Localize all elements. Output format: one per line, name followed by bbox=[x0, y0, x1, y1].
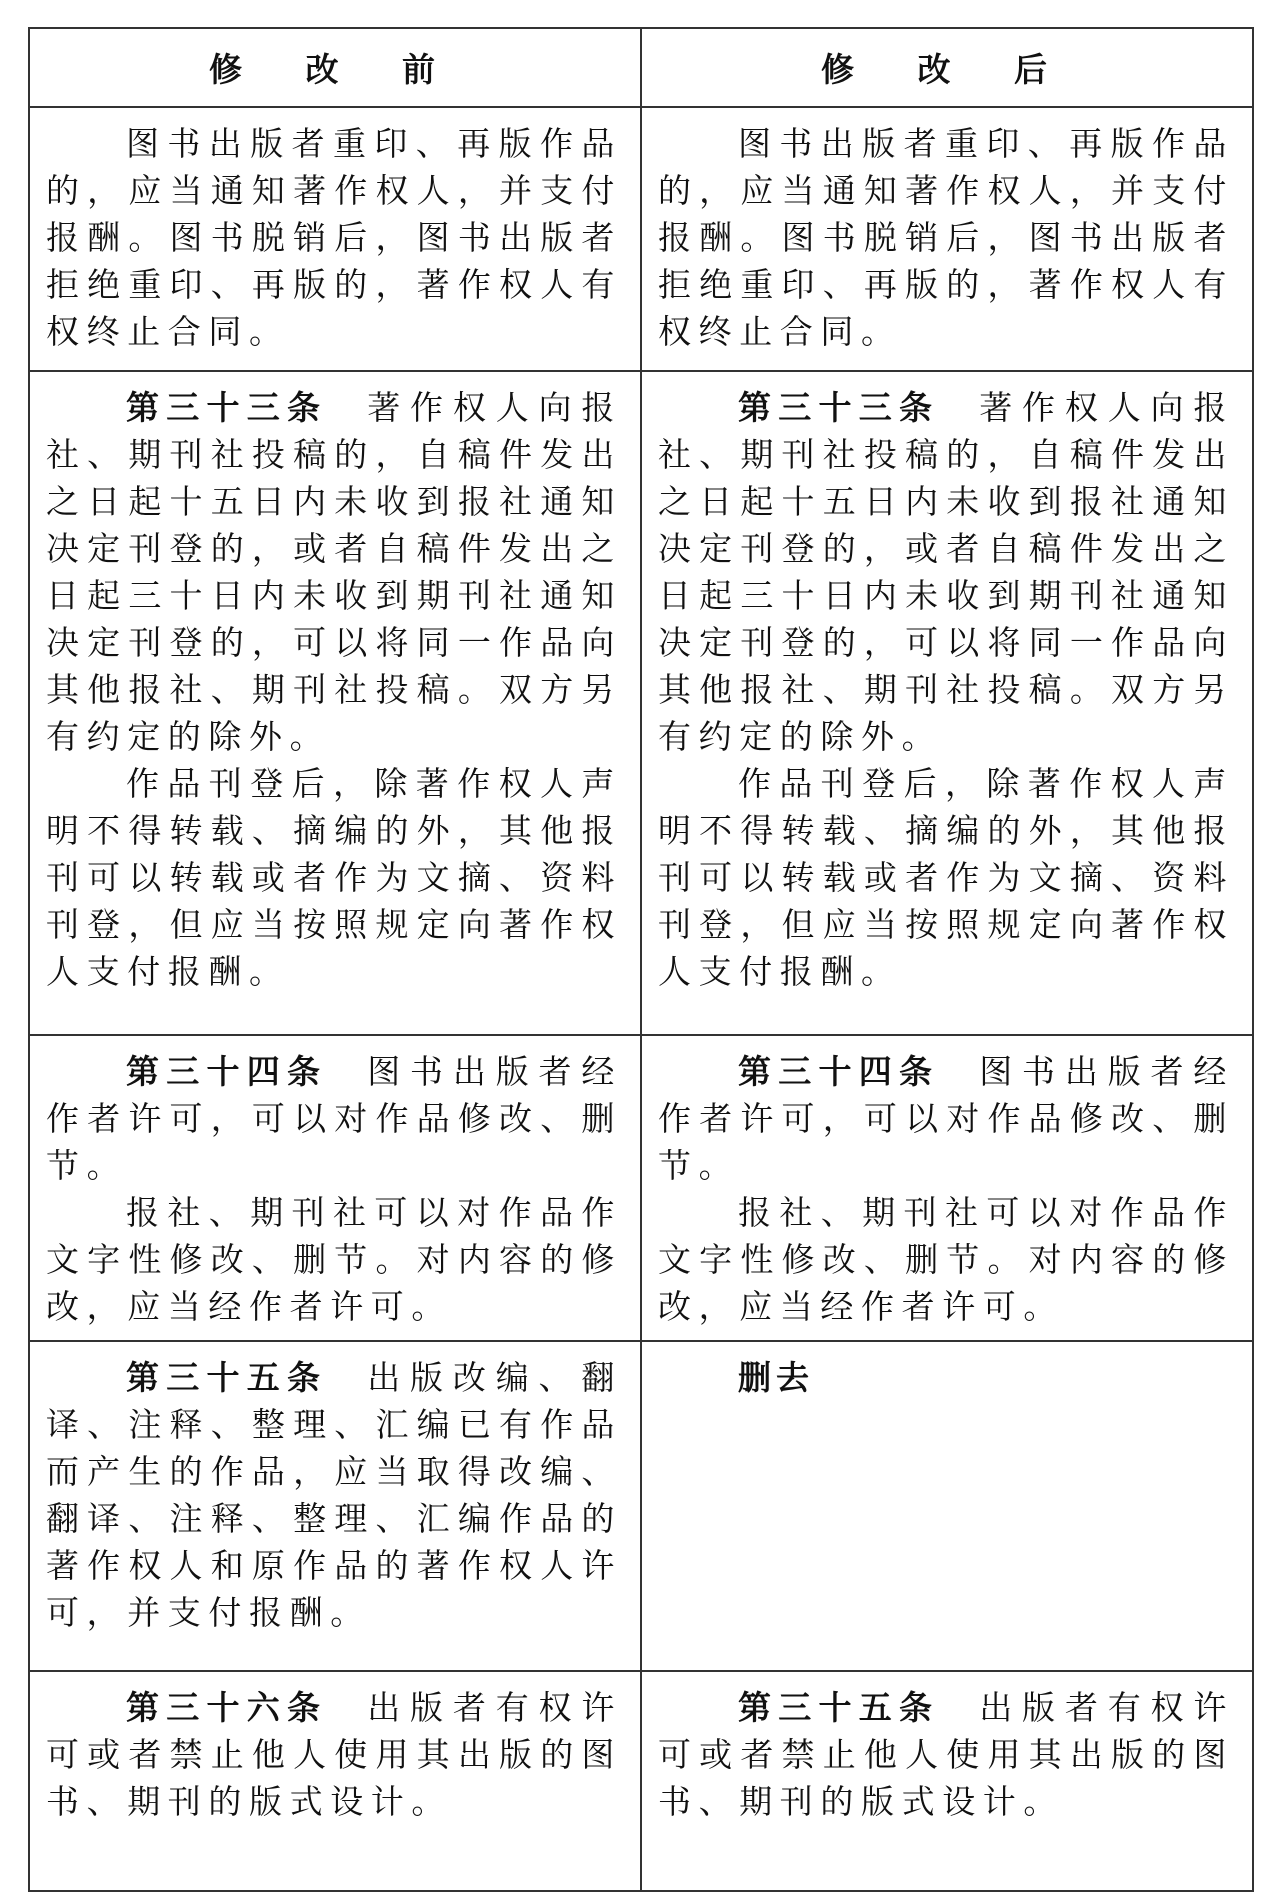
paragraph-text: 图书出版者经作者许可，可以对作品修改、删节。 bbox=[46, 1052, 622, 1185]
amendment-comparison-table bbox=[28, 27, 1254, 1892]
article-number: 第三十五条 bbox=[738, 1688, 940, 1727]
before-cell bbox=[29, 1341, 641, 1671]
after-cell bbox=[641, 1035, 1253, 1341]
paragraph bbox=[658, 1048, 1234, 1189]
deleted-marker: 删去 bbox=[738, 1358, 814, 1397]
after-cell bbox=[641, 1341, 1253, 1671]
paragraph bbox=[46, 760, 622, 995]
table-row bbox=[29, 1671, 1253, 1891]
table-row bbox=[29, 1341, 1253, 1671]
header-before: 修 改 前 bbox=[29, 28, 641, 107]
article-number: 第三十四条 bbox=[126, 1052, 328, 1091]
paragraph-text: 出版改编、翻译、注释、整理、汇编已有作品而产生的作品，应当取得改编、翻译、注释、整理、汇编作品的著作权人和原作品的著作权人许可，并支付报酬。 bbox=[46, 1358, 622, 1632]
paragraph bbox=[658, 760, 1234, 995]
paragraph-text: 报社、期刊社可以对作品作文字性修改、删节。对内容的修改，应当经作者许可。 bbox=[46, 1193, 622, 1326]
before-cell bbox=[29, 371, 641, 1035]
after-cell bbox=[641, 1671, 1253, 1891]
table-row bbox=[29, 107, 1253, 371]
article-number: 第三十四条 bbox=[738, 1052, 940, 1091]
article-number: 第三十三条 bbox=[738, 388, 940, 427]
paragraph-text: 图书出版者重印、再版作品的，应当通知著作权人，并支付报酬。图书脱销后，图书出版者拒绝重印、再版的，著作权人有权终止合同。 bbox=[658, 124, 1234, 351]
header-after: 修 改 后 bbox=[641, 28, 1253, 107]
before-cell bbox=[29, 1671, 641, 1891]
paragraph-text: 报社、期刊社可以对作品作文字性修改、删节。对内容的修改，应当经作者许可。 bbox=[658, 1193, 1234, 1326]
table-row bbox=[29, 1035, 1253, 1341]
paragraph bbox=[658, 1684, 1234, 1825]
paragraph-text: 作品刊登后，除著作权人声明不得转载、摘编的外，其他报刊可以转载或者作为文摘、资料刊登，但应当按照规定向著作权人支付报酬。 bbox=[658, 764, 1234, 991]
table-row bbox=[29, 371, 1253, 1035]
paragraph-text: 图书出版者重印、再版作品的，应当通知著作权人，并支付报酬。图书脱销后，图书出版者拒绝重印、再版的，著作权人有权终止合同。 bbox=[46, 124, 622, 351]
paragraph bbox=[46, 1684, 622, 1825]
article-number: 第三十六条 bbox=[126, 1688, 328, 1727]
before-cell bbox=[29, 107, 641, 371]
paragraph-text: 著作权人向报社、期刊社投稿的，自稿件发出之日起十五日内未收到报社通知决定刊登的，或者自稿件发出之日起三十日内未收到期刊社通知决定刊登的，可以将同一作品向其他报社、期刊社投稿。双方另有约定的除外。 bbox=[46, 388, 622, 756]
article-number: 第三十五条 bbox=[126, 1358, 328, 1397]
paragraph bbox=[46, 1048, 622, 1189]
paragraph bbox=[46, 1189, 622, 1330]
paragraph bbox=[658, 384, 1234, 760]
article-number: 第三十三条 bbox=[126, 388, 328, 427]
paragraph bbox=[658, 1354, 1234, 1401]
paragraph bbox=[46, 1354, 622, 1636]
paragraph-text: 出版者有权许可或者禁止他人使用其出版的图书、期刊的版式设计。 bbox=[658, 1688, 1234, 1821]
paragraph bbox=[46, 384, 622, 760]
after-cell bbox=[641, 107, 1253, 371]
before-cell bbox=[29, 1035, 641, 1341]
header-row bbox=[29, 28, 1253, 107]
paragraph bbox=[658, 1189, 1234, 1330]
after-cell bbox=[641, 371, 1253, 1035]
paragraph-text: 图书出版者经作者许可，可以对作品修改、删节。 bbox=[658, 1052, 1234, 1185]
paragraph bbox=[46, 120, 622, 355]
paragraph-text: 作品刊登后，除著作权人声明不得转载、摘编的外，其他报刊可以转载或者作为文摘、资料刊登，但应当按照规定向著作权人支付报酬。 bbox=[46, 764, 622, 991]
paragraph-text: 著作权人向报社、期刊社投稿的，自稿件发出之日起十五日内未收到报社通知决定刊登的，或者自稿件发出之日起三十日内未收到期刊社通知决定刊登的，可以将同一作品向其他报社、期刊社投稿。双方另有约定的除外。 bbox=[658, 388, 1234, 756]
paragraph bbox=[658, 120, 1234, 355]
paragraph-text: 出版者有权许可或者禁止他人使用其出版的图书、期刊的版式设计。 bbox=[46, 1688, 622, 1821]
